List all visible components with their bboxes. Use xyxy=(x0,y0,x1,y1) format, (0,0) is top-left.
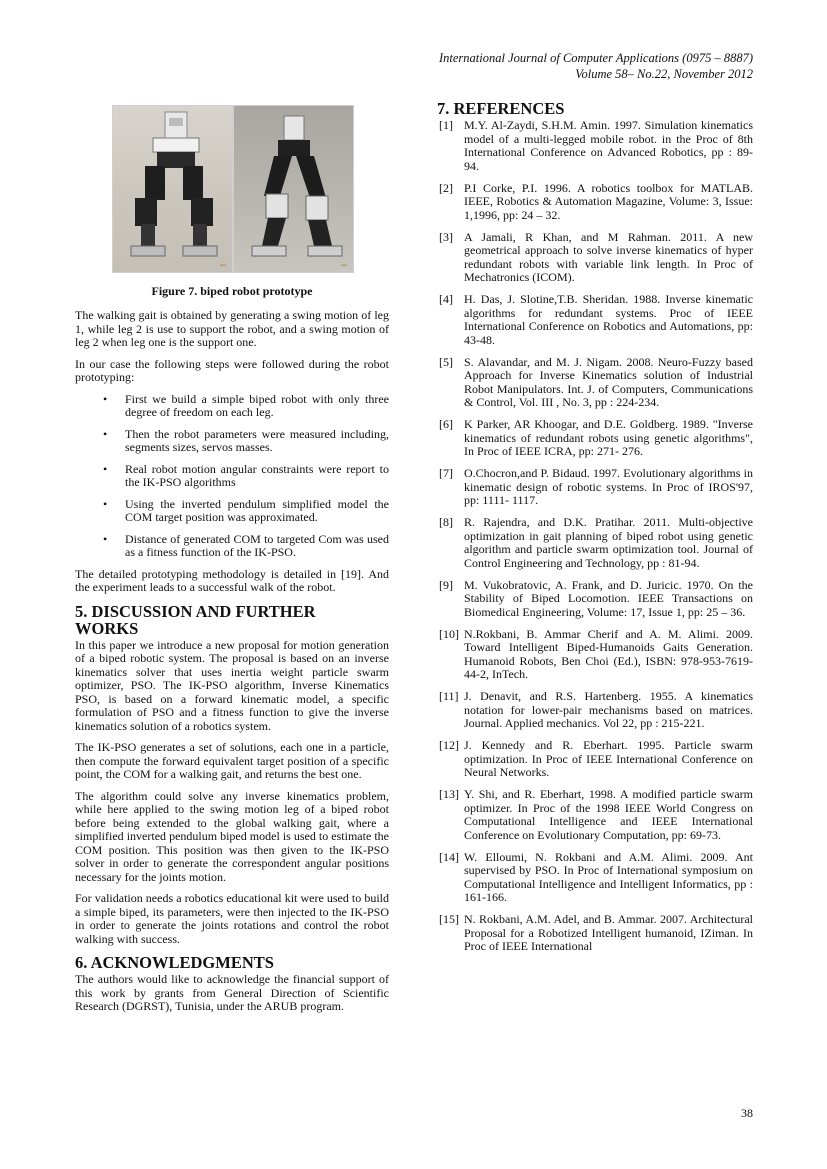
reference-item: [3] A Jamali, R Khan, and M Rahman. 2011. A new geometrical approach to solve inverse kinematics of hyper redundant robots with variable link length. In Proc of Mechatronics (ICOM). xyxy=(439,229,753,284)
body-paragraph: The algorithm could solve any inverse kinematics problem, while here applied to the swing motion leg of a biped robot before being extended to the global walking gait, where a simplified inverted pendulum biped model is used to estimate the COM position. This position was then given to the IK-PSO solver in order to generate the correspondent angular positions necessary for the joints motion. xyxy=(75,788,389,884)
photo-date-stamp: ▪▪▪ xyxy=(219,263,226,269)
photo-date-stamp: ▪▪▪ xyxy=(340,263,347,269)
reference-item: [8] R. Rajendra, and D.K. Pratihar. 2011. Multi-objective optimization in gait planning of biped robot using genetic algorithm and particle swarm optimization tool. Journal of Control Engineering and Technology, pp : 81-94. xyxy=(439,515,753,570)
reference-item: [1] M.Y. Al-Zaydi, S.H.M. Amin. 1997. Simulation kinematics model of a multi-legged mobile robot. in the Proc of 8th International Conference on Advanced Robotics, pp : 89-94. xyxy=(439,118,753,173)
bullet-icon: • xyxy=(103,461,108,476)
body-paragraph: The detailed prototyping methodology is detailed in [19]. And the experiment leads to a successful walk of the robot. xyxy=(75,566,389,594)
list-item: • First we build a simple biped robot with only three degree of freedom on each leg. xyxy=(103,391,389,419)
reference-item: [10] N.Rokbani, B. Ammar Cherif and A. M. Alimi. 2009. Toward Intelligent Biped-Humanoids Gaits Generation. Humanoid Robots, Ben Choi (Ed.), ISBN: 978-953-7619-44-2, InTech. xyxy=(439,626,753,681)
reference-item: [15] N. Rokbani, A.M. Adel, and B. Ammar. 2007. Architectural Proposal for a Robotized Intelligent humanoid, IZiman. In Proc of IEEE International xyxy=(439,912,753,953)
body-paragraph: The walking gait is obtained by generating a swing motion of leg 1, while leg 2 is use to support the robot, and a swing motion of leg 2 when leg one is the support one. xyxy=(75,308,389,349)
robot-side-illustration xyxy=(234,106,354,272)
journal-title: International Journal of Computer Applications (0975 – 8887) xyxy=(439,51,753,65)
reference-item: [7] O.Chocron,and P. Bidaud. 1997. Evolutionary algorithms in kinematic design of robotic systems. In Proc of IROS'97, pp: 1111- 1117. xyxy=(439,466,753,507)
list-item: • Then the robot parameters were measured including, segments sizes, servos masses. xyxy=(103,426,389,454)
prototyping-steps-list xyxy=(75,393,389,560)
reference-item: [2] P.I Corke, P.I. 1996. A robotics toolbox for MATLAB. IEEE, Robotics & Automation Magazine, Volume: 3, Issue: 1,1996, pp: 24 – 32. xyxy=(439,180,753,222)
reference-item: [5] S. Alavandar, and M. J. Nigam. 2008. Neuro-Fuzzy based Approach for Inverse Kinematics solution of Industrial Robot Manipulators. Int. J. of Computers, Communications & Control, Vol. III , No. 3, pp : 224-234. xyxy=(439,354,753,409)
robot-front-illustration xyxy=(113,106,233,272)
body-paragraph: In our case the following steps were followed during the robot prototyping: xyxy=(75,356,389,384)
list-item: • Using the inverted pendulum simplified model the COM target position was approximated. xyxy=(103,496,389,524)
page-number: 38 xyxy=(741,1106,753,1120)
figure-7 xyxy=(75,100,389,278)
body-paragraph: For validation needs a robotics educational kit were used to build a simple biped, its parameters, were then injected to the IK-PSO in order to generate the joints rotations and control the robot walking with success. xyxy=(75,891,389,946)
bullet-icon: • xyxy=(103,496,108,511)
section-heading-references: 7. REFERENCES xyxy=(437,99,565,118)
running-header xyxy=(439,50,753,82)
list-item: • Distance of generated COM to targeted Com was used as a fitness function of the IK-PSO. xyxy=(103,531,389,559)
bullet-icon: • xyxy=(103,426,108,441)
bullet-icon: • xyxy=(103,391,108,406)
reference-item: [13] Y. Shi, and R. Eberhart, 1998. A modified particle swarm optimizer. In Proc of the 1998 IEEE World Congress on Computational Intelligence and IEEE International Conference on Evolutionary Computation, pp: 69-73. xyxy=(439,787,753,842)
figure-caption: Figure 7. biped robot prototype xyxy=(151,284,313,298)
reference-item: [6] K Parker, AR Khoogar, and D.E. Goldberg. 1989. "Inverse kinematics of redundant robots using genetic algorithms", In Proc of IEEE ICRA, pp: 271- 276. xyxy=(439,417,753,458)
robot-photo-side xyxy=(233,105,354,273)
list-item: • Real robot motion angular constraints were report to the IK-PSO algorithms xyxy=(103,461,389,489)
left-column xyxy=(75,100,389,1022)
reference-item: [14] W. Elloumi, N. Rokbani and A.M. Alimi. 2009. Ant supervised by PSO. In Proc of International symposium on Computational Intelligence and Intelligent Informatics, pp : 161-166. xyxy=(439,849,753,904)
body-paragraph: The IK-PSO generates a set of solutions, each one in a particle, then compute the forward equivalent target position of a specific point, the COM for a walking gait, and returns the best one. xyxy=(75,740,389,781)
right-column xyxy=(437,100,753,962)
robot-photo-front xyxy=(112,105,233,273)
reference-list xyxy=(437,119,753,954)
section-heading-discussion: 5. DISCUSSION AND FURTHER WORKS xyxy=(75,601,316,638)
journal-volume: Volume 58– No.22, November 2012 xyxy=(575,67,753,81)
reference-item: [4] H. Das, J. Slotine,T.B. Sheridan. 1988. Inverse kinematic algorithms for redundant systems. Proc of IEEE International Conference on Robotics and Automations, pp: 43-48. xyxy=(439,292,753,347)
body-paragraph: In this paper we introduce a new proposal for motion generation of a biped robotic system. The proposal is based on an inverse kinematics solver that uses inertia weight particle swarm optimizer, PSO. The IK-PSO algorithm, Inverse Kinematics PSO, is based on a forward kinematic model, a specific formulation of PSO and a fitness function to give the inverse kinematics solution of a robotics system. xyxy=(75,637,389,733)
section-heading-acknowledgments: 6. ACKNOWLEDGMENTS xyxy=(75,953,274,972)
bullet-icon: • xyxy=(103,531,108,546)
reference-item: [11] J. Denavit, and R.S. Hartenberg. 1955. A kinematics notation for lower-pair mechanisms based on matrices. Journal. Applied mechanics. Vol 22, pp : 215-221. xyxy=(439,689,753,730)
acknowledgments-text: The authors would like to acknowledge the financial support of this work by grants from General Direction of Scientific Research (DGRST), Tunisia, under the ARUB program. xyxy=(75,972,389,1013)
reference-item: [12] J. Kennedy and R. Eberhart. 1995. Particle swarm optimization. In Proc of IEEE International Conference on Neural Networks. xyxy=(439,738,753,779)
reference-item: [9] M. Vukobratovic, A. Frank, and D. Juricic. 1970. On the Stability of Biped Locomotion. IEEE Transactions on Biomedical Engineering, Volume: 17, Issue 1, pp: 25 – 36. xyxy=(439,577,753,619)
